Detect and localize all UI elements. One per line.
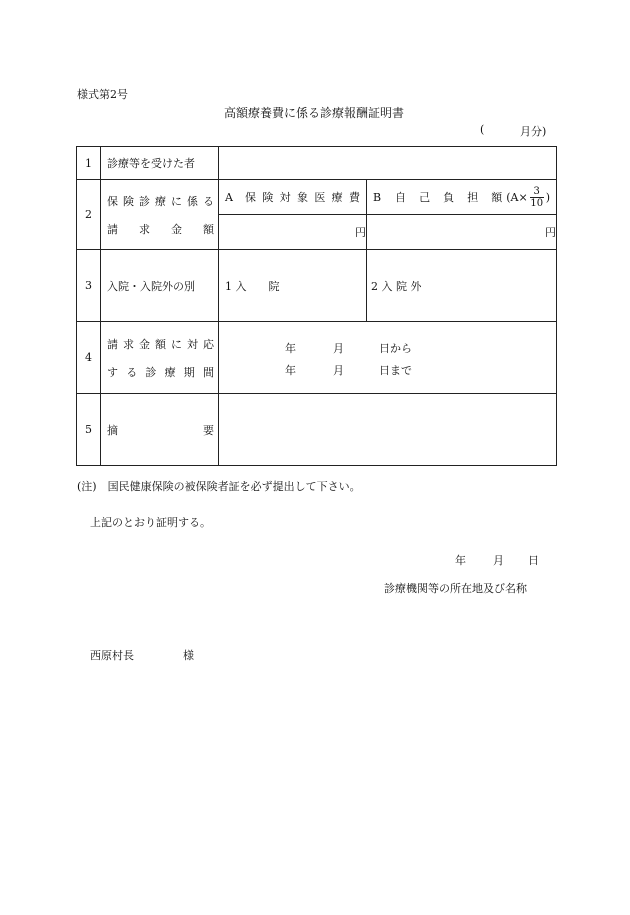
- date-year: 年: [455, 554, 466, 567]
- note-text: (注) 国民健康保険の被保険者証を必ず提出して下さい。: [77, 480, 361, 493]
- row-period: [77, 322, 557, 394]
- option-outpatient[interactable]: 2 入 院 外: [367, 250, 557, 322]
- row-recipient: [77, 147, 557, 180]
- col-b-header: B 自 己 負 担 額 (A× $\frac{3}{10}$ ): [367, 180, 557, 215]
- col-a-header: A 保 険 対 象 医 療 費: [219, 180, 367, 215]
- institution-label: 診療機関等の所在地及び名称: [384, 582, 527, 595]
- row-label: 摘 要: [101, 394, 219, 466]
- row-remarks: [77, 394, 557, 466]
- honorific: 様: [183, 649, 194, 662]
- month-label: 月分): [520, 125, 547, 138]
- form-number: 様式第2号: [77, 88, 128, 101]
- period-field[interactable]: 年 月 日から 年 月 日まで: [219, 322, 557, 394]
- option-inpatient[interactable]: 1 入 院: [219, 250, 367, 322]
- row-number: 4: [77, 322, 101, 394]
- row-number: 1: [77, 147, 101, 180]
- row-label: 保 険 診 療 に 係 る 請 求 金 額: [101, 180, 219, 250]
- row-number: 5: [77, 394, 101, 466]
- remarks-field[interactable]: [219, 394, 557, 466]
- row-inpatient: [77, 250, 557, 322]
- row-label: 入院・入院外の別: [101, 250, 219, 322]
- certificate-table: [76, 146, 557, 466]
- fraction-three-tenths: $\frac{3}{10}$: [530, 185, 544, 209]
- date-month: 月: [493, 554, 504, 567]
- recipient-field[interactable]: [219, 147, 557, 180]
- date-day: 日: [528, 554, 539, 567]
- page-title: 高額療養費に係る診療報酬証明書: [224, 106, 405, 120]
- row-label: 診療等を受けた者: [101, 147, 219, 180]
- certify-text: 上記のとおり証明する。: [90, 516, 211, 529]
- addressee: 西原村長: [90, 649, 134, 662]
- amount-a-field[interactable]: 円: [219, 215, 367, 250]
- row-number: 2: [77, 180, 101, 250]
- row-billing-amount: [77, 180, 557, 215]
- row-label: 請 求 金 額 に 対 応 す る 診 療 期 間: [101, 322, 219, 394]
- month-paren-open: (: [480, 123, 485, 136]
- row-number: 3: [77, 250, 101, 322]
- amount-b-field[interactable]: 円: [367, 215, 557, 250]
